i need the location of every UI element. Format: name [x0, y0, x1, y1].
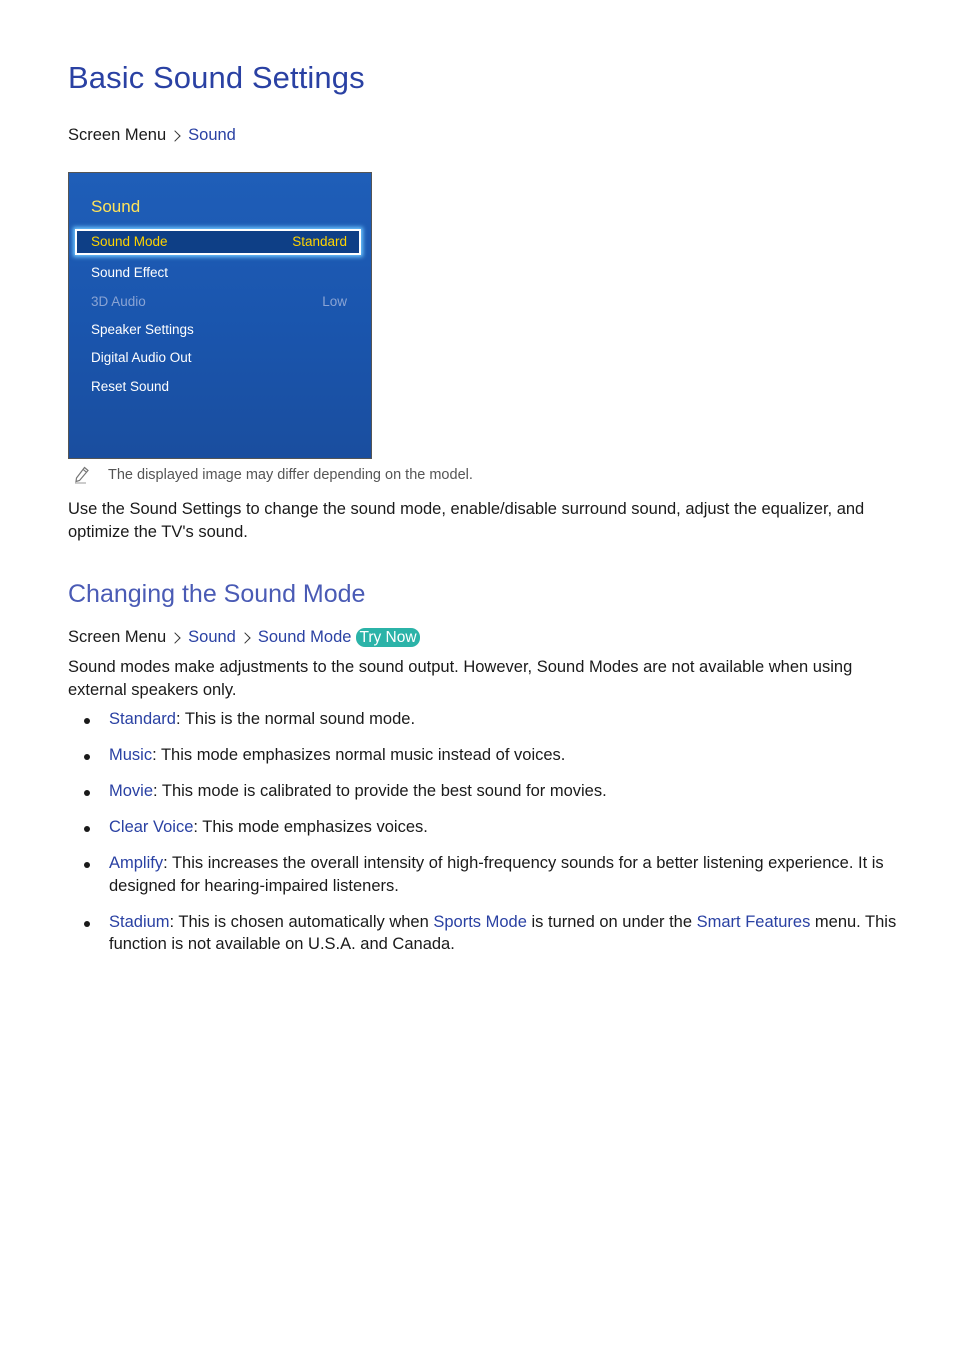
term-movie: Movie — [109, 782, 154, 800]
tv-menu-item-label: 3D Audio — [91, 294, 146, 309]
breadcrumb — [68, 126, 236, 145]
term-description: : This increases the overall intensity of high-frequency sounds for a better listening experience. It is designed for hearing-impaired listeners. — [109, 854, 884, 895]
breadcrumb-link-sound[interactable]: Sound — [188, 628, 236, 646]
tv-menu-item-speaker-settings[interactable] — [91, 322, 347, 337]
tv-menu-item-digital-audio-out[interactable] — [91, 350, 347, 365]
breadcrumb-link-sound[interactable]: Sound — [188, 126, 236, 144]
section-heading: Changing the Sound Mode — [68, 580, 366, 608]
tv-menu-title: Sound — [91, 197, 141, 216]
breadcrumb-2 — [68, 628, 420, 647]
breadcrumb-root: Screen Menu — [68, 126, 167, 144]
tv-sound-menu-screenshot — [68, 172, 372, 459]
try-now-button[interactable]: Try Now — [356, 628, 419, 647]
sound-mode-description: Sound modes make adjustments to the sound output. However, Sound Modes are not available when using external speakers only. — [68, 658, 853, 699]
link-sports-mode[interactable]: Sports Mode — [433, 912, 527, 931]
tv-menu-item-label: Reset Sound — [91, 379, 170, 394]
term-clear-voice: Clear Voice — [109, 818, 194, 836]
breadcrumb-link-sound-mode[interactable]: Sound Mode — [257, 628, 352, 646]
term-description: is turned on under the — [526, 912, 697, 931]
model-note — [74, 466, 473, 484]
tv-menu-selected-item[interactable] — [75, 229, 361, 255]
list-item — [68, 816, 898, 839]
term-stadium: Stadium — [109, 912, 170, 931]
tv-menu-item-label: Speaker Settings — [91, 322, 194, 337]
tv-menu-item-reset-sound[interactable] — [91, 379, 347, 394]
term-description: : This is chosen automatically when — [169, 912, 434, 931]
sound-mode-list — [68, 708, 898, 956]
intro-paragraph: Use the Sound Settings to change the sound mode, enable/disable surround sound, adjust the equalizer, and optimize the TV's sound. — [68, 500, 865, 541]
tv-menu-item-sound-effect[interactable] — [91, 265, 347, 280]
tv-menu-item-value: Low — [322, 294, 347, 309]
term-description: : This is the normal sound mode. — [175, 710, 416, 728]
link-smart-features[interactable]: Smart Features — [696, 912, 811, 931]
list-item — [68, 780, 898, 803]
list-item — [68, 911, 898, 956]
pencil-icon — [74, 466, 90, 484]
tv-menu-item-3d-audio — [91, 294, 347, 309]
term-description: menu. This function is not available on U.S.A. and Canada. — [109, 912, 897, 953]
term-amplify: Amplify — [109, 854, 164, 872]
term-music: Music — [109, 746, 153, 764]
page-title: Basic Sound Settings — [68, 60, 365, 95]
chevron-right-icon — [169, 130, 180, 141]
tv-menu-item-value: Standard — [292, 234, 347, 249]
list-item — [68, 852, 898, 897]
list-item — [68, 744, 898, 767]
breadcrumb-root: Screen Menu — [68, 628, 167, 646]
term-description: : This mode is calibrated to provide the best sound for movies. — [153, 782, 607, 800]
chevron-right-icon — [169, 632, 180, 643]
tv-menu-item-label: Sound Mode — [91, 234, 168, 249]
list-item — [68, 708, 898, 731]
tv-menu-item-label: Digital Audio Out — [91, 350, 192, 365]
term-standard: Standard — [109, 710, 176, 728]
term-description: : This mode emphasizes normal music instead of voices. — [152, 746, 566, 764]
note-text: The displayed image may differ depending on the model. — [108, 467, 473, 483]
chevron-right-icon — [239, 632, 250, 643]
term-description: : This mode emphasizes voices. — [193, 818, 428, 836]
tv-menu-item-label: Sound Effect — [91, 265, 169, 280]
